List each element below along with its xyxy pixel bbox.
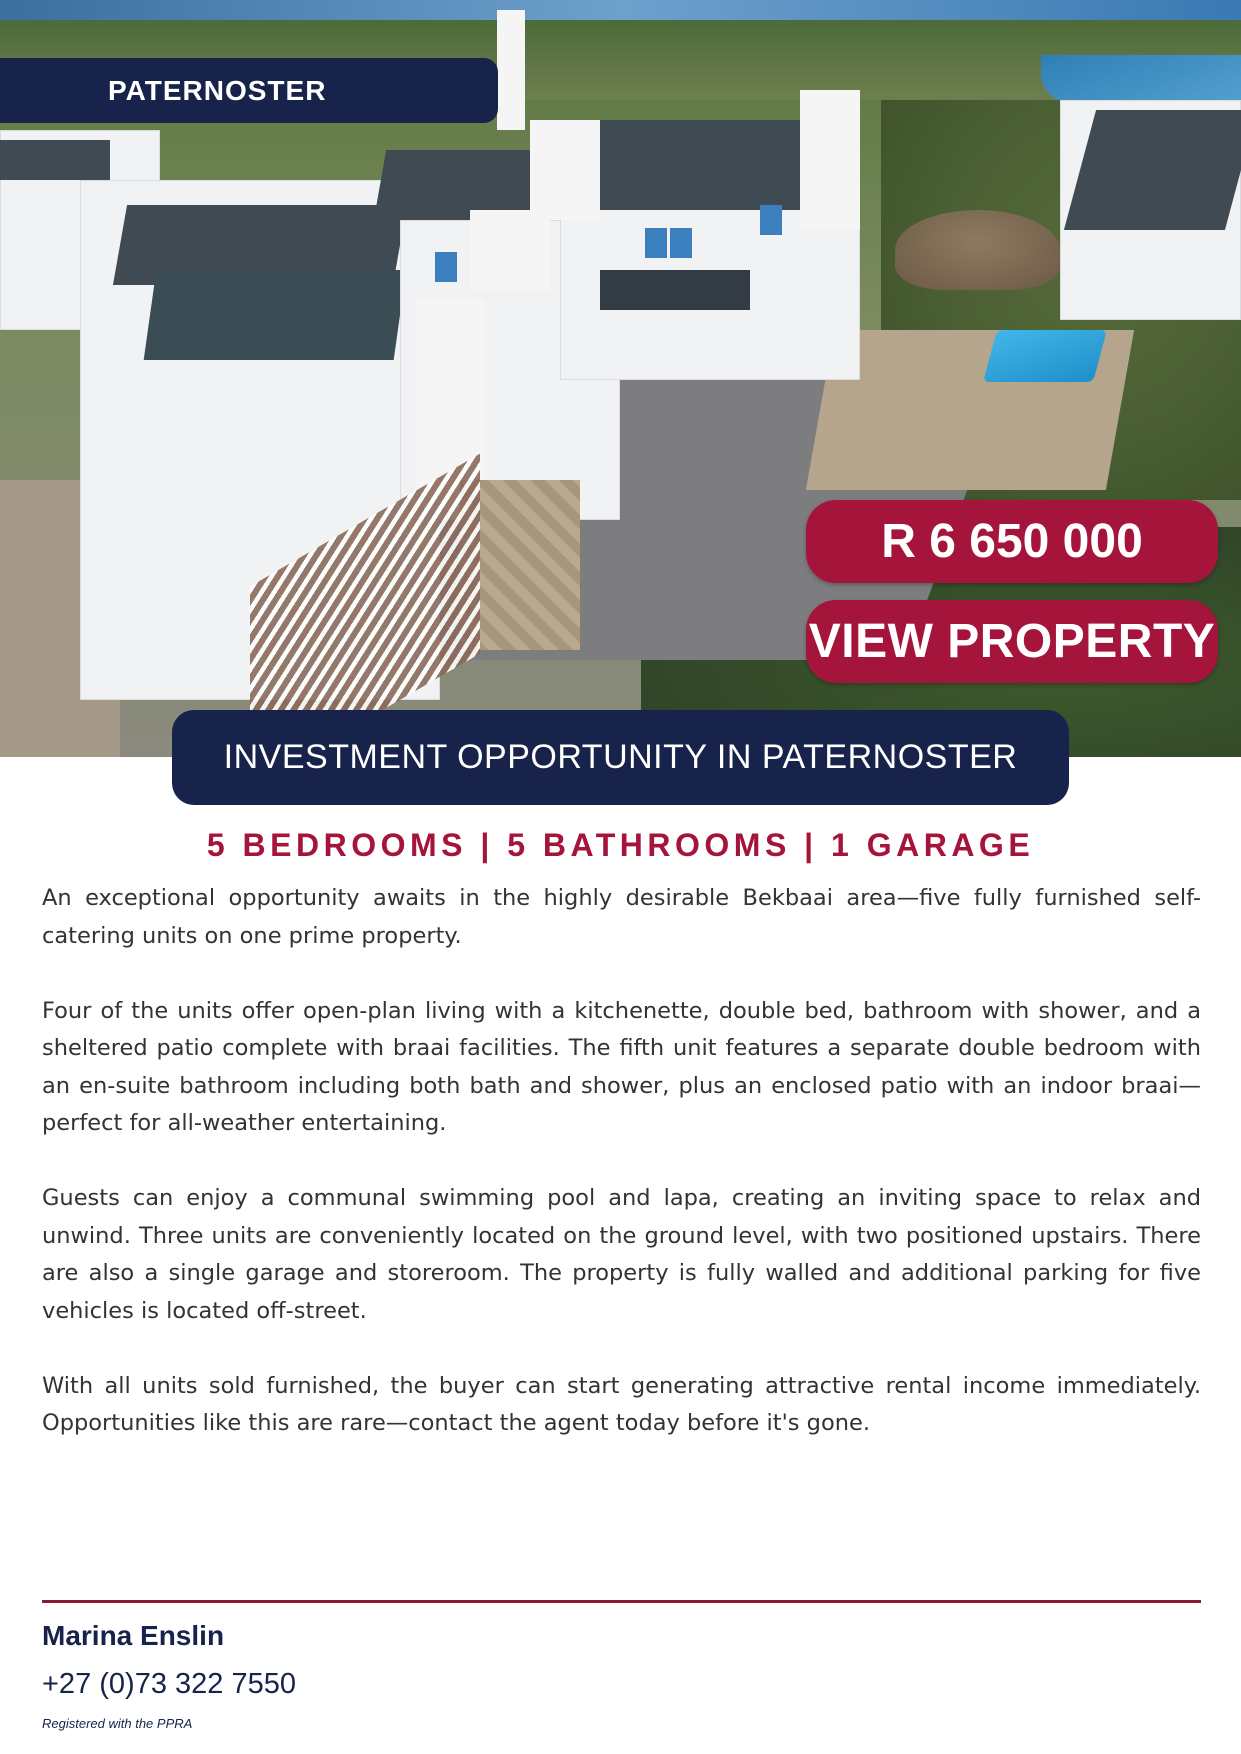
location-tag: PATERNOSTER (0, 58, 498, 123)
agent-registration: Registered with the PPRA (42, 1716, 193, 1731)
description (42, 880, 1201, 1480)
photo-chimney (470, 210, 550, 290)
photo-roof (600, 270, 750, 310)
photo-window (760, 205, 782, 235)
photo-roof (144, 270, 407, 360)
photo-chimney (530, 120, 600, 220)
features-line: 5 BEDROOMS | 5 BATHROOMS | 1 GARAGE (206, 827, 1035, 863)
photo-pool (983, 330, 1107, 382)
photo-window (435, 252, 457, 282)
photo-chimney (497, 10, 525, 130)
description-paragraph: Four of the units offer open-plan living with a kitchenette, double bed, bathroom with shower, and a sheltered patio complete with braai facilities. The fifth unit features a separate double bedroom with an en-suite bathroom including both bath and shower, plus an enclosed patio with an indoor braai—perfect for all-weather entertaining. (42, 997, 1201, 1136)
description-paragraph: An exceptional opportunity awaits in the highly desirable Bekbaai area—five fully furnished self-catering units on one prime property. (42, 885, 1201, 949)
photo-roof (1064, 110, 1241, 230)
description-paragraph: Guests can enjoy a communal swimming pool and lapa, creating an inviting space to relax and unwind. Three units are conveniently located on the ground level, with two positioned upstairs. There are also a single garage and storeroom. The property is fully walled and additional parking for five vehicles is located off-street. (42, 1185, 1201, 1324)
agent-name: Marina Enslin (42, 1620, 225, 1651)
photo-window (670, 228, 692, 258)
photo-roof (0, 140, 110, 180)
photo-lapa-roof (895, 210, 1060, 290)
footer-divider (42, 1600, 1201, 1603)
price-badge: R 6 650 000 (806, 500, 1218, 583)
agent-phone[interactable]: +27 (0)73 322 7550 (42, 1668, 296, 1700)
photo-roof (582, 120, 828, 210)
photo-chimney (800, 90, 860, 230)
photo-window (645, 228, 667, 258)
headline-banner: INVESTMENT OPPORTUNITY IN PATERNOSTER (172, 710, 1069, 805)
view-property-button[interactable]: VIEW PROPERTY (806, 600, 1218, 683)
description-paragraph: With all units sold furnished, the buyer can start generating attractive rental income immediately. Opportunities like this are rare—contact the agent today before it's gone. (42, 1372, 1201, 1436)
